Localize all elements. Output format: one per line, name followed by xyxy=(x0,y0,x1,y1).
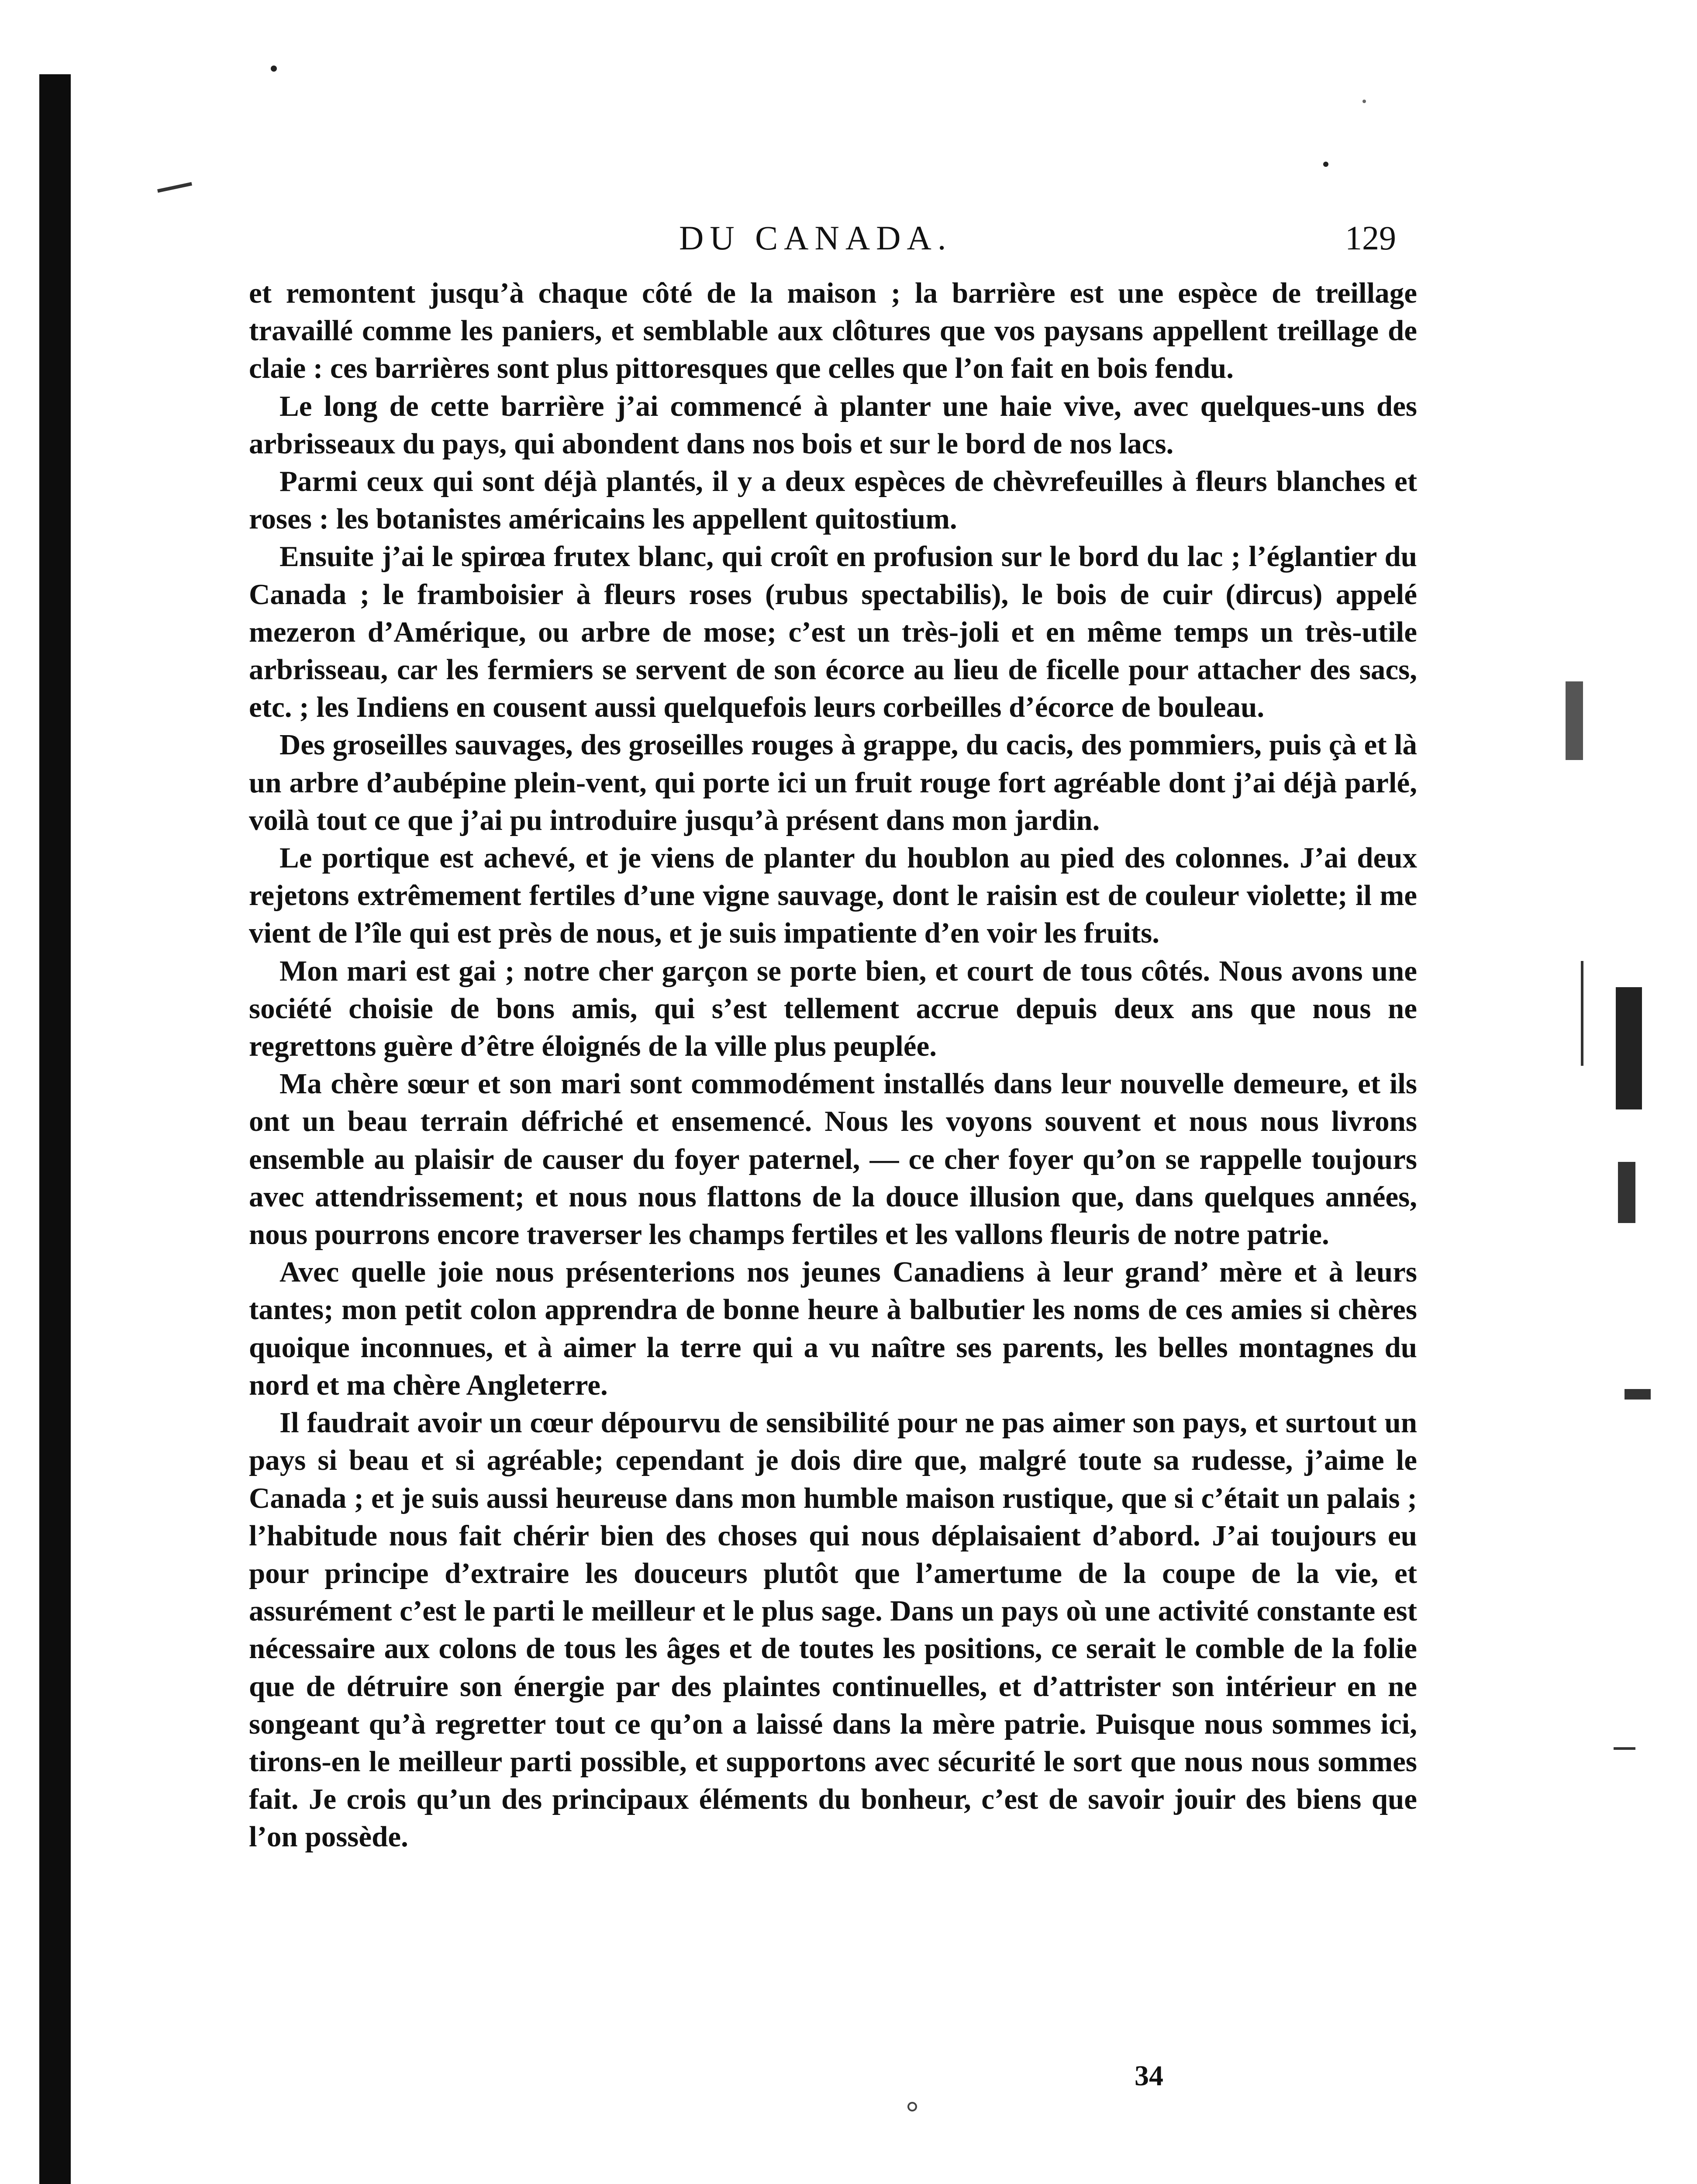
running-title: DU CANADA. xyxy=(679,219,952,257)
paragraph: Le long de cette barrière j’ai commencé à planter une haie vive, avec quelques-uns des arbrisseaux du pays, qui abondent dans nos bois et sur le bord de nos lacs. xyxy=(249,390,1417,460)
margin-mark xyxy=(1614,1747,1635,1750)
paragraph: Le portique est achevé, et je viens de planter du houblon au pied des colonnes. J’ai deux rejetons extrêmement fertiles d’une vigne sauvage, dont le raisin est de couleur violette; il me vient de l’île qui est près de nous, et je suis impatiente d’en voir les fruits. xyxy=(249,842,1417,950)
page-number: 129 xyxy=(1345,219,1396,257)
paragraph: et remontent jusqu’à chaque côté de la maison ; la barrière est une espèce de treillage travaillé comme les paniers, et semblable aux clôtures que vos paysans appellent treillage de claie : ces barrières sont plus pittoresques que celles que l’on fait en bois fendu. xyxy=(249,277,1417,385)
margin-mark xyxy=(1581,961,1583,1066)
scan-speck xyxy=(1323,162,1328,167)
scan-speck xyxy=(271,66,277,72)
paragraph: Mon mari est gai ; notre cher garçon se porte bien, et court de tous côtés. Nous avons une société choisie de bons amis, qui s’est tellement accrue depuis deux ans que nous ne regrettons guère d’être éloignés de la ville plus peuplée. xyxy=(249,954,1417,1063)
signature-mark: 34 xyxy=(1135,2060,1163,2092)
scan-speck xyxy=(1362,100,1366,103)
paragraph: Ma chère sœur et son mari sont commodément installés dans leur nouvelle demeure, et ils ont un beau terrain défriché et ensemencé. Nous les voyons souvent et nous nous livrons ensemble au plaisir de causer du foyer paternel, — ce cher foyer qu’on se rappelle toujours avec attendrissement; et nous nous flattons de la douce illusion que, dans quelques années, nous pourrons encore traverser les champs fertiles et les vallons fleuris de notre patrie. xyxy=(249,1068,1417,1251)
margin-mark xyxy=(1616,987,1642,1109)
paragraph: Parmi ceux qui sont déjà plantés, il y a deux espèces de chèvrefeuilles à fleurs blanches et roses : les botanistes américains les appellent quitostium. xyxy=(249,465,1417,536)
margin-mark xyxy=(157,182,192,193)
margin-mark xyxy=(1566,681,1583,760)
scan-speck xyxy=(907,2102,917,2111)
paragraph: Des groseilles sauvages, des groseilles rouges à grappe, du cacis, des pommiers, puis çà et là un arbre d’aubépine plein-vent, qui porte ici un fruit rouge fort agréable dont j’ai déjà parlé, voilà tout ce que j’ai pu introduire jusqu’à présent dans mon jardin. xyxy=(249,729,1417,836)
margin-mark xyxy=(1625,1389,1651,1400)
paragraph: Il faudrait avoir un cœur dépourvu de sensibilité pour ne pas aimer son pays, et surtout un pays si beau et si agréable; cependant je dois dire que, malgré toute sa rudesse, j’aime le Canada ; et je suis aussi heureuse dans mon humble maison rustique, que si c’était un palais ; l’habitude nous fait chérir bien des choses qui nous déplaisaient d’abord. J’ai toujours eu pour principe d’extraire les douceurs plutôt que l’amertume de la coupe de la vie, et assurément c’est le parti le meilleur et le plus sage. Dans un pays où une activité constante est nécessaire aux colons de tous les âges et de toutes les positions, ce serait le comble de la folie que de détruire son énergie par des plaintes continuelles, et d’attrister son intérieur en ne songeant qu’à regretter tout ce qu’on a laissé dans la mère patrie. Puisque nous sommes ici, tirons-en le meilleur parti possible, et supportons avec sécurité le sort que nous nous sommes fait. Je crois qu’un des principaux éléments du bonheur, c’est de savoir jouir des biens que l’on possède. xyxy=(249,1406,1417,1853)
binding-edge xyxy=(39,74,71,2184)
margin-mark xyxy=(1618,1162,1635,1223)
paragraph: Ensuite j’ai le spirœa frutex blanc, qui croît en profusion sur le bord du lac ; l’églantier du Canada ; le framboisier à fleurs roses (rubus spectabilis), le bois de cuir (dircus) appelé mezeron d’Amérique, ou arbre de mose; c’est un très-joli et en même temps un très-utile arbrisseau, car les fermiers se servent de son écorce au lieu de ficelle pour attacher des sacs, etc. ; les Indiens en cousent aussi quelquefois leurs corbeilles d’écorce de bouleau. xyxy=(249,540,1417,724)
page-body xyxy=(249,274,1417,1856)
paragraph: Avec quelle joie nous présenterions nos jeunes Canadiens à leur grand’ mère et à leurs tantes; mon petit colon apprendra de bonne heure à balbutier les noms de ces amies si chères quoique inconnues, et à aimer la terre qui a vu naître ses parents, les belles montagnes du nord et ma chère Angleterre. xyxy=(249,1256,1417,1401)
